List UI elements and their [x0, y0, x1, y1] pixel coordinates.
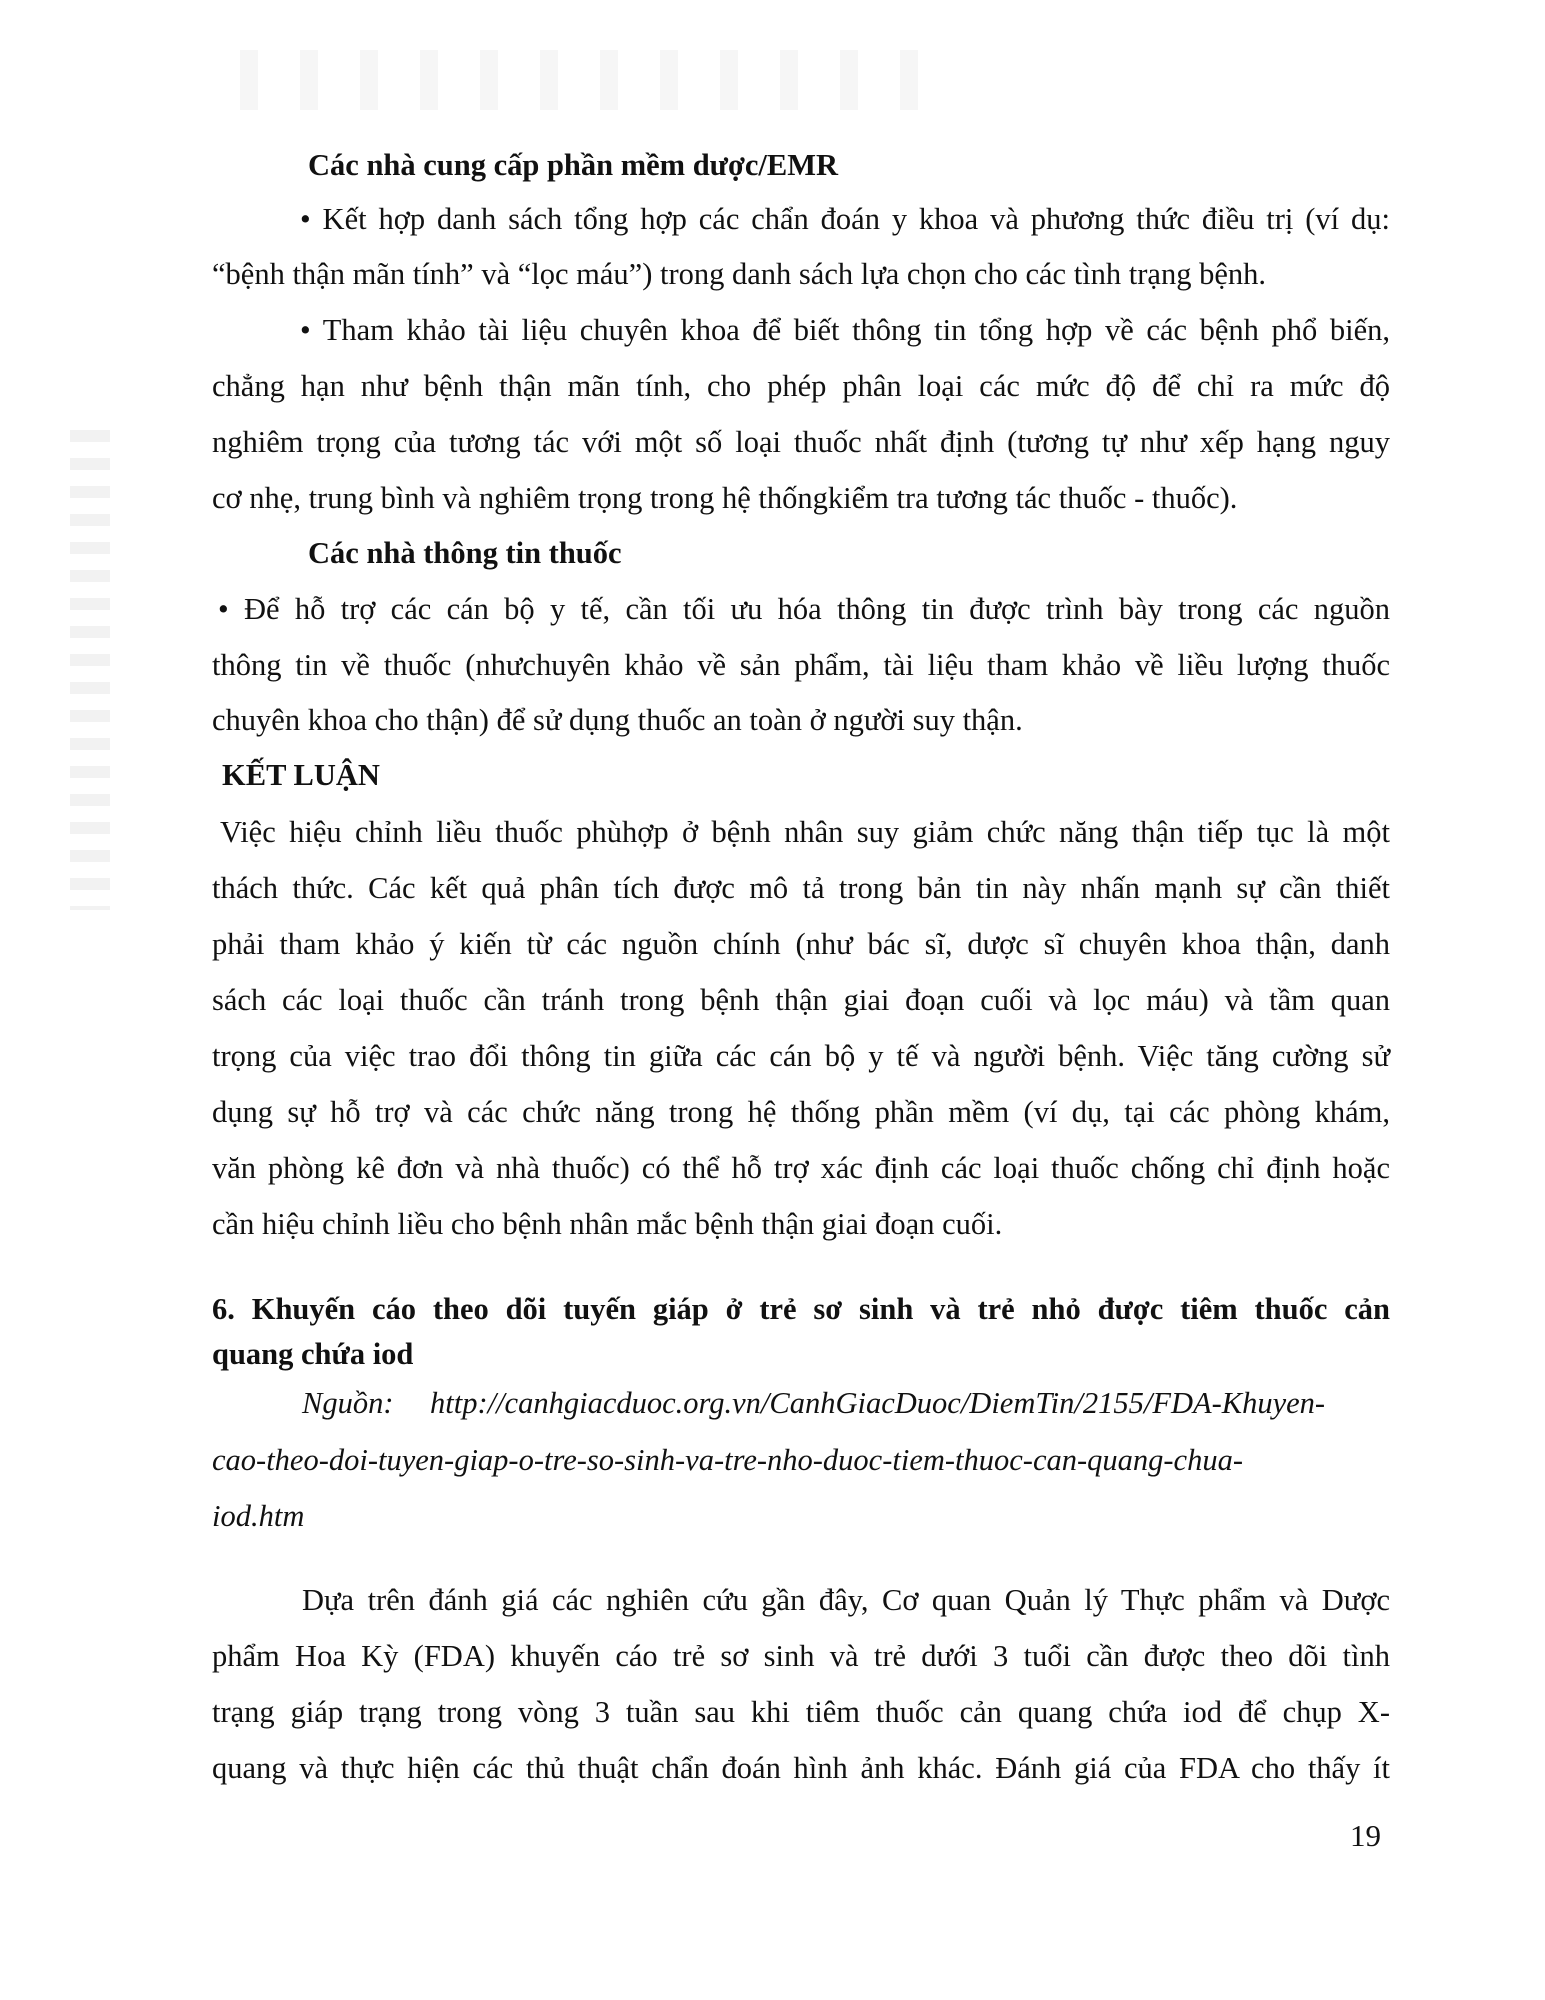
paragraph-line: trạng giáp trạng trong vòng 3 tuần sau khi tiêm thuốc cản quang chứa iod để chụp X-	[212, 1695, 1390, 1729]
paragraph-line: văn phòng kê đơn và nhà thuốc) có thể hỗ trợ xác định các loại thuốc chống chỉ định hoặc	[212, 1151, 1390, 1185]
faint-side-bleed	[70, 430, 110, 910]
paragraph-line: • Tham khảo tài liệu chuyên khoa để biết thông tin tổng hợp về các bệnh phổ biến,	[300, 313, 1390, 347]
paragraph-line: phải tham khảo ý kiến từ các nguồn chính (như bác sĩ, dược sĩ chuyên khoa thận, danh	[212, 927, 1390, 961]
paragraph-line: thông tin về thuốc (nhưchuyên khảo về sản phẩm, tài liệu tham khảo về liều lượng thuốc	[212, 648, 1390, 682]
paragraph-line: Việc hiệu chỉnh liều thuốc phùhợp ở bệnh nhân suy giảm chức năng thận tiếp tục là một	[220, 815, 1390, 849]
faint-header-bleed	[240, 50, 940, 110]
source-link-cont[interactable]: iod.htm	[212, 1499, 305, 1533]
paragraph-line: cơ nhẹ, trung bình và nghiêm trọng trong hệ thốngkiểm tra tương tác thuốc - thuốc).	[212, 481, 1238, 515]
conclusion-heading: KẾT LUẬN	[222, 758, 380, 792]
paragraph-line: chẳng hạn như bệnh thận mãn tính, cho phép phân loại các mức độ để chỉ ra mức độ	[212, 369, 1390, 403]
section-heading-emr: Các nhà cung cấp phần mềm dược/EMR	[308, 148, 839, 182]
paragraph-line: thách thức. Các kết quả phân tích được mô tả trong bản tin này nhấn mạnh sự cần thiết	[212, 871, 1390, 905]
section-6-heading: 6. Khuyến cáo theo dõi tuyến giáp ở trẻ sơ sinh và trẻ nhỏ được tiêm thuốc cản	[212, 1292, 1390, 1326]
paragraph-line: dụng sự hỗ trợ và các chức năng trong hệ thống phần mềm (ví dụ, tại các phòng khám,	[212, 1095, 1390, 1129]
paragraph-line: phẩm Hoa Kỳ (FDA) khuyến cáo trẻ sơ sinh và trẻ dưới 3 tuổi cần được theo dõi tình	[212, 1639, 1390, 1673]
source-link-cont[interactable]: cao-theo-doi-tuyen-giap-o-tre-so-sinh-va-tre-nho-duoc-tiem-thuoc-can-quang-chua-	[212, 1443, 1243, 1477]
section-heading-drug-info: Các nhà thông tin thuốc	[308, 536, 622, 570]
paragraph-line: chuyên khoa cho thận) để sử dụng thuốc an toàn ở người suy thận.	[212, 703, 1023, 737]
source-link[interactable]: http://canhgiacduoc.org.vn/CanhGiacDuoc/DiemTin/2155/FDA-Khuyen-	[430, 1386, 1326, 1420]
paragraph-line: trọng của việc trao đổi thông tin giữa các cán bộ y tế và người bệnh. Việc tăng cường sử	[212, 1039, 1390, 1073]
paragraph-line: Dựa trên đánh giá các nghiên cứu gần đây, Cơ quan Quản lý Thực phẩm và Dược	[302, 1583, 1390, 1617]
paragraph-line: quang và thực hiện các thủ thuật chẩn đoán hình ảnh khác. Đánh giá của FDA cho thấy ít	[212, 1751, 1390, 1785]
paragraph-line: • Kết hợp danh sách tổng hợp các chẩn đoán y khoa và phương thức điều trị (ví dụ:	[300, 202, 1390, 236]
paragraph-line: “bệnh thận mãn tính” và “lọc máu”) trong danh sách lựa chọn cho các tình trạng bệnh.	[212, 257, 1266, 291]
page-number: 19	[1350, 1818, 1381, 1853]
paragraph-line: sách các loại thuốc cần tránh trong bệnh thận giai đoạn cuối và lọc máu) và tầm quan	[212, 983, 1390, 1017]
paragraph-line: nghiêm trọng của tương tác với một số loại thuốc nhất định (tương tự như xếp hạng nguy	[212, 425, 1390, 459]
paragraph-line: • Để hỗ trợ các cán bộ y tế, cần tối ưu hóa thông tin được trình bày trong các nguồn	[218, 592, 1390, 626]
paragraph-line: cần hiệu chỉnh liều cho bệnh nhân mắc bệnh thận giai đoạn cuối.	[212, 1207, 1003, 1241]
source-label: Nguồn:	[302, 1386, 394, 1420]
section-6-heading-cont: quang chứa iod	[212, 1337, 414, 1371]
